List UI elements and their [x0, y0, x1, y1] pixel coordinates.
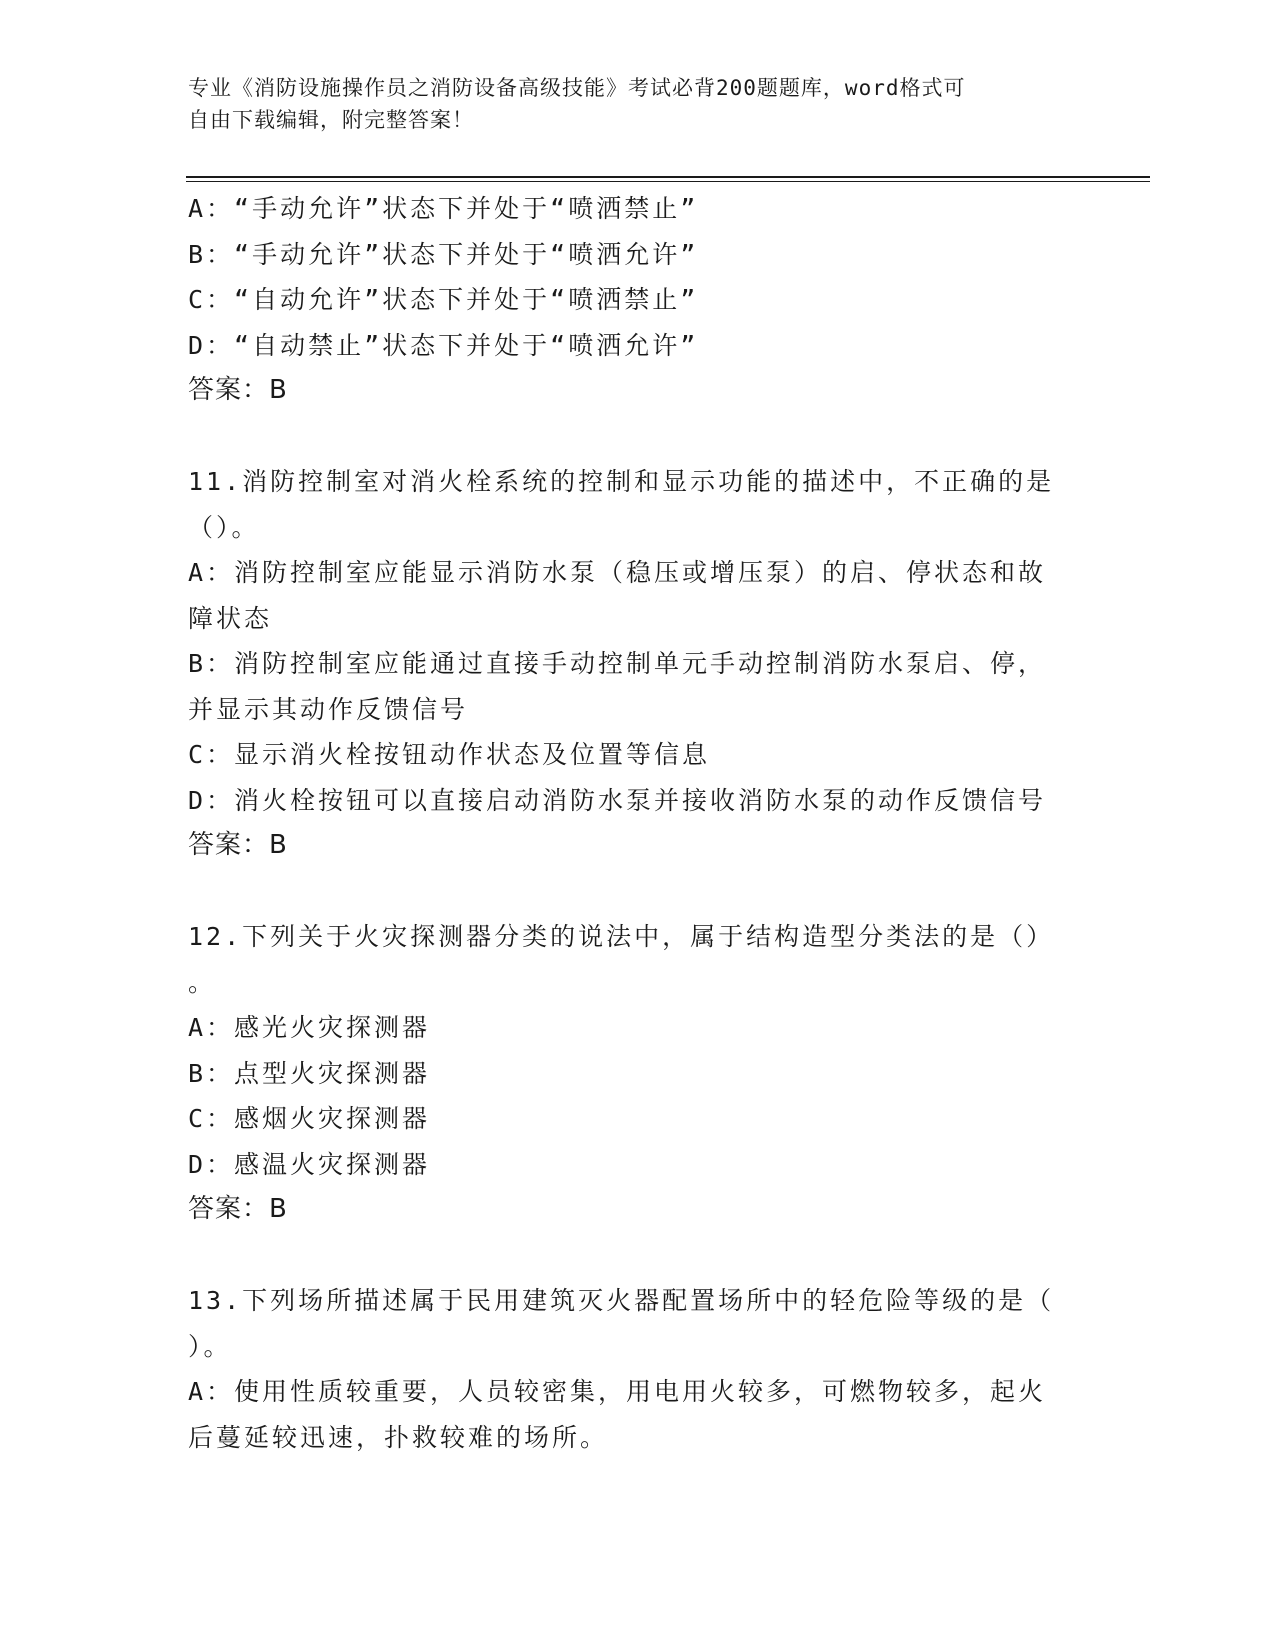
header-title-line-1: 专业《消防设施操作员之消防设备高级技能》考试必背200题题库，word格式可: [188, 76, 966, 100]
option-d: D：感温火灾探测器: [188, 1149, 431, 1179]
question-stem-cont: 。: [188, 967, 217, 997]
option-b-cont: 并显示其动作反馈信号: [188, 694, 469, 724]
header-title-line-2: 自由下载编辑，附完整答案！: [188, 108, 474, 132]
option-a: A：使用性质较重要，人员较密集，用电用火较多，可燃物较多，起火: [188, 1377, 1047, 1406]
option-a: A：“手动允许”状态下并处于“喷洒禁止”: [188, 194, 699, 223]
option-d: D：消火栓按钮可以直接启动消防水泵并接收消防水泵的动作反馈信号: [188, 785, 1047, 815]
option-a: A：感光火灾探测器: [188, 1013, 431, 1042]
option-a: A：消防控制室应能显示消防水泵（稳压或增压泵）的启、停状态和故: [188, 558, 1047, 587]
option-b: B：“手动允许”状态下并处于“喷洒允许”: [188, 239, 699, 269]
spacer: [188, 1233, 1068, 1279]
question-13: [188, 1278, 1068, 1460]
page-header: [188, 72, 1068, 136]
question-stem: 11.消防控制室对消火栓系统的控制和显示功能的描述中，不正确的是: [188, 467, 1055, 496]
header-rule-thin: [186, 181, 1150, 182]
answer: 答案：B: [188, 830, 288, 860]
option-c: C：“自动允许”状态下并处于“喷洒禁止”: [188, 285, 699, 314]
option-a-cont: 后蔓延较迅速，扑救较难的场所。: [188, 1422, 609, 1452]
spacer: [188, 869, 1068, 915]
question-stem: 12.下列关于火灾探测器分类的说法中，属于结构造型分类法的是（）: [188, 922, 1055, 951]
question-stem-cont: （）。: [188, 512, 260, 542]
question-list: [188, 186, 1068, 1460]
question-stem: 13.下列场所描述属于民用建筑灭火器配置场所中的轻危险等级的是（: [188, 1286, 1055, 1315]
question-stem-cont: ）。: [188, 1331, 232, 1361]
question-10-options: [188, 186, 1068, 414]
answer: 答案：B: [188, 1194, 288, 1224]
option-a-cont: 障状态: [188, 603, 273, 633]
option-c: C：显示消火栓按钮动作状态及位置等信息: [188, 740, 711, 769]
question-11: [188, 459, 1068, 869]
header-rule-thick: [186, 176, 1150, 178]
option-b: B：点型火灾探测器: [188, 1058, 431, 1088]
spacer: [188, 414, 1068, 460]
option-d: D：“自动禁止”状态下并处于“喷洒允许”: [188, 330, 699, 360]
answer: 答案：B: [188, 375, 288, 405]
option-b: B：消防控制室应能通过直接手动控制单元手动控制消防水泵启、停，: [188, 649, 1047, 678]
question-12: [188, 914, 1068, 1233]
option-c: C：感烟火灾探测器: [188, 1104, 431, 1133]
